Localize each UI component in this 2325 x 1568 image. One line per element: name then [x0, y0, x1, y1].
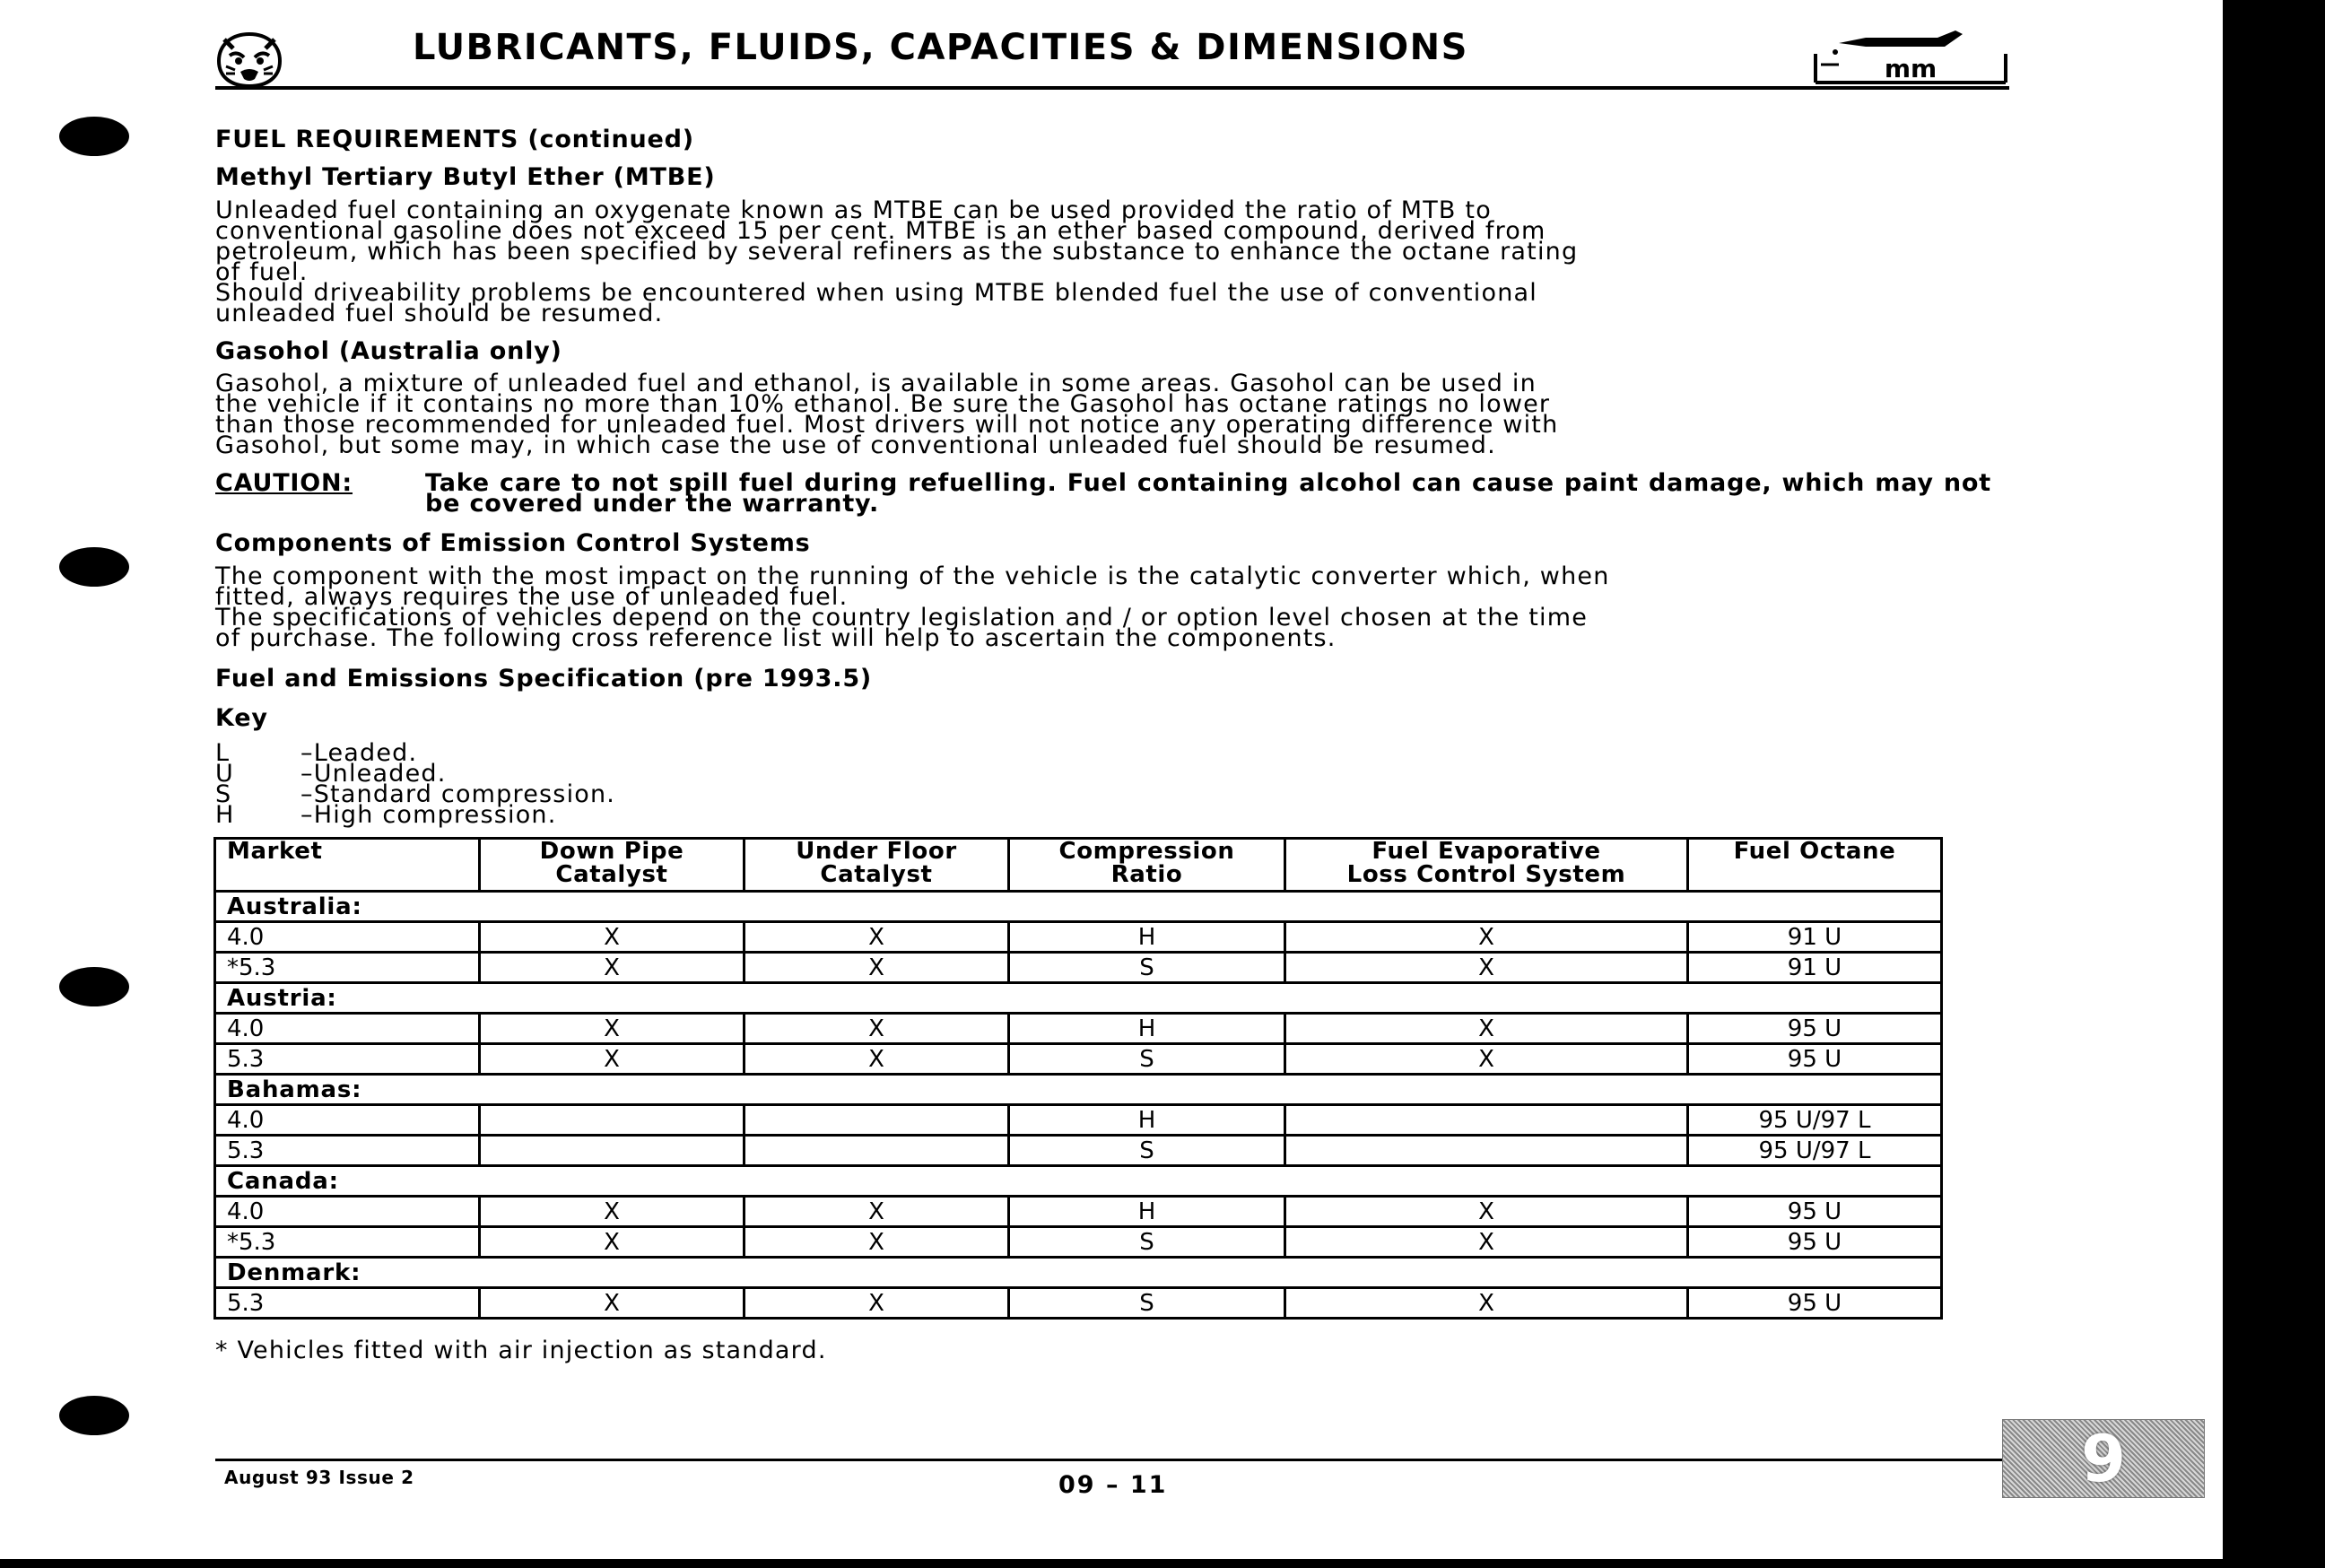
market-group-label: Bahamas: — [215, 1075, 1942, 1105]
table-body — [215, 892, 1942, 1319]
table-cell: H — [1009, 1197, 1285, 1227]
column-header-text: Under Floor Catalyst — [796, 838, 957, 888]
text-line: Unleaded fuel containing an oxygenate known as MTBE can be used provided the ratio of MTB to — [215, 196, 1492, 224]
table-cell: 5.3 — [215, 1136, 480, 1166]
table-cell: X — [745, 1014, 1009, 1044]
table-cell: X — [745, 1227, 1009, 1258]
table-cell: S — [1009, 1044, 1285, 1075]
table-cell: S — [1009, 1288, 1285, 1319]
table-cell: H — [1009, 922, 1285, 953]
table-cell: 95 U/97 L — [1688, 1105, 1942, 1136]
table-cell: X — [1285, 1044, 1688, 1075]
caution-label: CAUTION: — [215, 469, 353, 497]
page-title: LUBRICANTS, FLUIDS, CAPACITIES & DIMENSIONS — [413, 27, 1468, 68]
table-cell — [745, 1136, 1009, 1166]
text-line: Gasohol, a mixture of unleaded fuel and ethanol, is available in some areas. Gasohol can be used in — [215, 370, 1537, 397]
table-row — [215, 1136, 1942, 1166]
column-header: Market — [215, 839, 480, 892]
table-cell: 4.0 — [215, 1197, 480, 1227]
key-desc: –Standard compression. — [300, 780, 616, 808]
header-rule — [215, 86, 2009, 90]
table-cell: *5.3 — [215, 1227, 480, 1258]
table-row — [215, 1105, 1942, 1136]
table-cell: 95 U/97 L — [1688, 1136, 1942, 1166]
key-code: H — [215, 801, 235, 829]
section-title-gasohol: Gasohol (Australia only) — [215, 337, 562, 365]
table-cell: H — [1009, 1105, 1285, 1136]
table-cell: X — [745, 1044, 1009, 1075]
text-line: unleaded fuel should be resumed. — [215, 300, 664, 327]
table-cell: X — [745, 922, 1009, 953]
oil-can-icon — [1812, 27, 2009, 86]
binding-hole — [59, 967, 129, 1006]
column-header: Fuel Octane — [1688, 839, 1942, 892]
table-group-row — [215, 1166, 1942, 1197]
text-line: than those recommended for unleaded fuel. Most drivers will not notice any operating difference with — [215, 411, 1559, 439]
jaguar-head-icon — [213, 30, 285, 90]
table-cell: X — [1285, 1014, 1688, 1044]
column-header-text: Fuel Evaporative Loss Control System — [1346, 838, 1626, 888]
text-line: The component with the most impact on the running of the vehicle is the catalytic converter which, when — [215, 562, 1610, 590]
key-title: Key — [215, 704, 268, 732]
table-cell: 95 U — [1688, 1288, 1942, 1319]
market-group-label: Denmark: — [215, 1258, 1942, 1288]
section-title-emission: Components of Emission Control Systems — [215, 529, 811, 557]
column-header-text: Down Pipe Catalyst — [539, 838, 684, 888]
key-desc: –Leaded. — [300, 739, 418, 767]
paragraph-mtbe — [215, 196, 1991, 327]
table-cell: X — [480, 922, 745, 953]
table-cell: 95 U — [1688, 1044, 1942, 1075]
table-cell: 4.0 — [215, 922, 480, 953]
table-cell: 95 U — [1688, 1197, 1942, 1227]
table-cell: 4.0 — [215, 1105, 480, 1136]
binding-hole — [59, 1396, 129, 1435]
market-group-label: Canada: — [215, 1166, 1942, 1197]
table-cell: X — [1285, 922, 1688, 953]
section-tab — [2002, 1419, 2205, 1498]
column-header — [1285, 839, 1688, 892]
table-header-row — [215, 839, 1942, 892]
market-group-label: Austria: — [215, 983, 1942, 1014]
table-row — [215, 1014, 1942, 1044]
key-code: S — [215, 780, 232, 808]
table-cell: X — [1285, 953, 1688, 983]
binding-hole — [59, 547, 129, 587]
table-cell: 4.0 — [215, 1014, 480, 1044]
table-cell: 5.3 — [215, 1288, 480, 1319]
table-group-row — [215, 892, 1942, 922]
table-cell — [745, 1105, 1009, 1136]
text-line: petroleum, which has been specified by several refiners as the substance to enhance the octane rating — [215, 238, 1579, 266]
page-number: 09 – 11 — [1058, 1471, 1168, 1499]
fuel-emissions-table — [213, 837, 1943, 1320]
table-row — [215, 1044, 1942, 1075]
table-cell — [480, 1136, 745, 1166]
column-header — [745, 839, 1009, 892]
table-cell: 95 U — [1688, 1014, 1942, 1044]
text-line: Should driveability problems be encountered when using MTBE blended fuel the use of conventional — [215, 279, 1537, 307]
table-group-row — [215, 983, 1942, 1014]
section-tab-number: 9 — [2080, 1421, 2127, 1496]
key-desc: –High compression. — [300, 801, 557, 829]
table-cell: 91 U — [1688, 922, 1942, 953]
column-header — [1009, 839, 1285, 892]
table-cell: 91 U — [1688, 953, 1942, 983]
table-row — [215, 1288, 1942, 1319]
scan-edge-bottom — [0, 1559, 2325, 1568]
table-cell — [480, 1105, 745, 1136]
table-cell — [1285, 1105, 1688, 1136]
table-cell: X — [480, 1044, 745, 1075]
key-code: L — [215, 739, 231, 767]
section-title-mtbe: Methyl Tertiary Butyl Ether (MTBE) — [215, 163, 716, 191]
table-cell: 95 U — [1688, 1227, 1942, 1258]
table-cell: X — [1285, 1227, 1688, 1258]
table-row — [215, 1197, 1942, 1227]
column-header-text: Compression Ratio — [1058, 838, 1235, 888]
table-group-row — [215, 1258, 1942, 1288]
paragraph-gasohol — [215, 370, 1991, 459]
text-line: The specifications of vehicles depend on the country legislation and / or option level chosen at the time — [215, 604, 1589, 632]
table-cell: 5.3 — [215, 1044, 480, 1075]
table-row — [215, 922, 1942, 953]
unit-label: mm — [1884, 54, 1938, 83]
table-cell: H — [1009, 1014, 1285, 1044]
table-cell: S — [1009, 1227, 1285, 1258]
section-title-fuel-requirements: FUEL REQUIREMENTS (continued) — [215, 126, 694, 153]
footer-rule — [215, 1459, 2009, 1461]
key-code: U — [215, 760, 234, 788]
text-line: the vehicle if it contains no more than 10% ethanol. Be sure the Gasohol has octane ratings no lower — [215, 390, 1551, 418]
table-cell: X — [1285, 1288, 1688, 1319]
table-group-row — [215, 1075, 1942, 1105]
text-line: of fuel. — [215, 258, 309, 286]
table-cell: S — [1009, 953, 1285, 983]
table-cell: X — [480, 1288, 745, 1319]
table-cell: X — [745, 1288, 1009, 1319]
text-line: conventional gasoline does not exceed 15 per cent. MTBE is an ether based compound, derived from — [215, 217, 1546, 245]
table-cell: X — [480, 1014, 745, 1044]
table-row — [215, 953, 1942, 983]
table-cell: X — [1285, 1197, 1688, 1227]
table-cell: X — [480, 1197, 745, 1227]
text-line: Gasohol, but some may, in which case the use of conventional unleaded fuel should be resumed. — [215, 431, 1496, 459]
table-cell — [1285, 1136, 1688, 1166]
table-cell: X — [745, 953, 1009, 983]
text-line: of purchase. The following cross reference list will help to ascertain the components. — [215, 624, 1337, 652]
scan-edge-right — [2223, 0, 2325, 1568]
market-group-label: Australia: — [215, 892, 1942, 922]
key-desc: –Unleaded. — [300, 760, 447, 788]
table-row — [215, 1227, 1942, 1258]
binding-hole — [59, 117, 129, 156]
table-cell: *5.3 — [215, 953, 480, 983]
footer-issue-date: August 93 Issue 2 — [224, 1467, 414, 1488]
table-cell: X — [480, 1227, 745, 1258]
column-header — [480, 839, 745, 892]
caution-text: Take care to not spill fuel during refuelling. Fuel containing alcohol can cause paint damage, which may not be covered under the warranty. — [425, 469, 1991, 518]
text-line: fitted, always requires the use of unleaded fuel. — [215, 583, 849, 611]
table-cell: X — [480, 953, 745, 983]
footnote: * Vehicles fitted with air injection as standard. — [215, 1337, 827, 1364]
table-cell: S — [1009, 1136, 1285, 1166]
paragraph-emission — [215, 562, 1991, 652]
section-title-spec: Fuel and Emissions Specification (pre 1993.5) — [215, 665, 873, 693]
table-cell: X — [745, 1197, 1009, 1227]
